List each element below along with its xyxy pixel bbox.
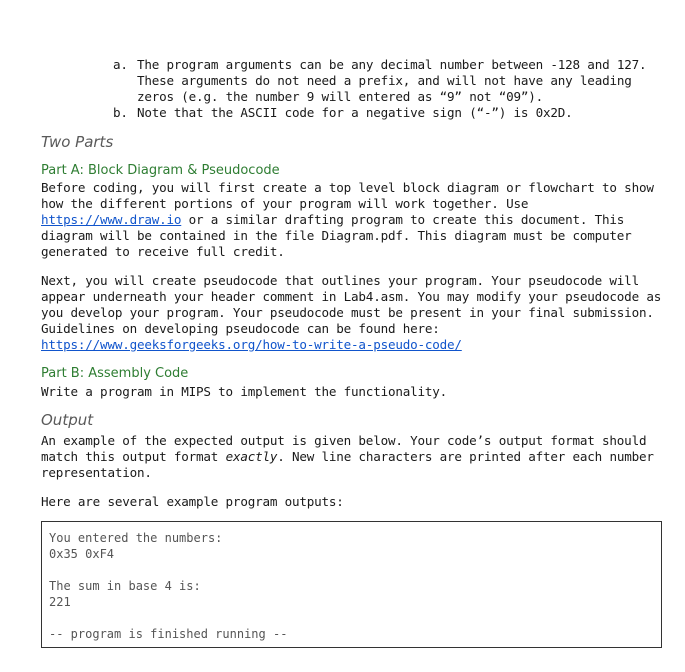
list-item xyxy=(113,105,673,121)
list-item-text: The program arguments can be any decimal number between -128 and 127. These arguments do not need a prefix, and will not have any leading zeros (e.g. the number 9 will entered as “9” not “09”). xyxy=(137,57,647,104)
output-emphasis: exactly xyxy=(225,449,278,464)
examples-intro: Here are several example program outputs: xyxy=(41,494,344,509)
example-output-box xyxy=(41,521,662,648)
two-parts-heading: Two Parts xyxy=(41,133,114,151)
console-line: The sum in base 4 is: xyxy=(49,579,201,593)
part-a-heading: Part A: Block Diagram & Pseudocode xyxy=(41,163,280,178)
list-marker: a. xyxy=(113,57,128,72)
part-a-text: Before coding, you will first create a top level block diagram or flowchart to show how the different portions of your program will work together. Use xyxy=(41,180,654,211)
list-item-text: Note that the ASCII code for a negative sign (“-”) is 0x2D. xyxy=(137,105,573,120)
part-a-text: Next, you will create pseudocode that outlines your program. Your pseudocode will appear underneath your header comment in Lab4.asm. You may modify your pseudocode as you develop your program. Your pseudocode must be present in your final submission. Guidelines on developing pseudocode can be found here: xyxy=(41,273,662,336)
output-text: . New line characters are printed after each number representation. xyxy=(41,449,654,480)
part-b-text: Write a program in MIPS to implement the functionality. xyxy=(41,384,448,399)
requirements-list xyxy=(113,57,673,121)
part-a-paragraph-2 xyxy=(41,273,666,353)
output-text: An example of the expected output is given below. Your code’s output format should match this output format xyxy=(41,433,647,464)
part-a-text: or a similar drafting program to create this document. This diagram will be contained in the file Diagram.pdf. This diagram must be computer generated to receive full credit. xyxy=(41,212,632,259)
console-line: 0x35 0xF4 xyxy=(49,547,115,561)
console-line: You entered the numbers: xyxy=(49,531,223,545)
part-b-heading: Part B: Assembly Code xyxy=(41,366,189,381)
output-heading: Output xyxy=(41,411,94,429)
console-line xyxy=(49,562,654,578)
console-line xyxy=(49,610,654,626)
list-marker: b. xyxy=(113,105,128,120)
part-a-paragraph-1 xyxy=(41,180,666,260)
list-item xyxy=(113,57,673,105)
console-line: -- program is finished running -- xyxy=(49,627,288,641)
draw-io-link[interactable]: https://www.draw.io xyxy=(41,212,182,227)
output-paragraph xyxy=(41,433,666,481)
geeksforgeeks-link[interactable]: https://www.geeksforgeeks.org/how-to-write-a-pseudo-code/ xyxy=(41,337,462,352)
console-line: 221 xyxy=(49,595,71,609)
